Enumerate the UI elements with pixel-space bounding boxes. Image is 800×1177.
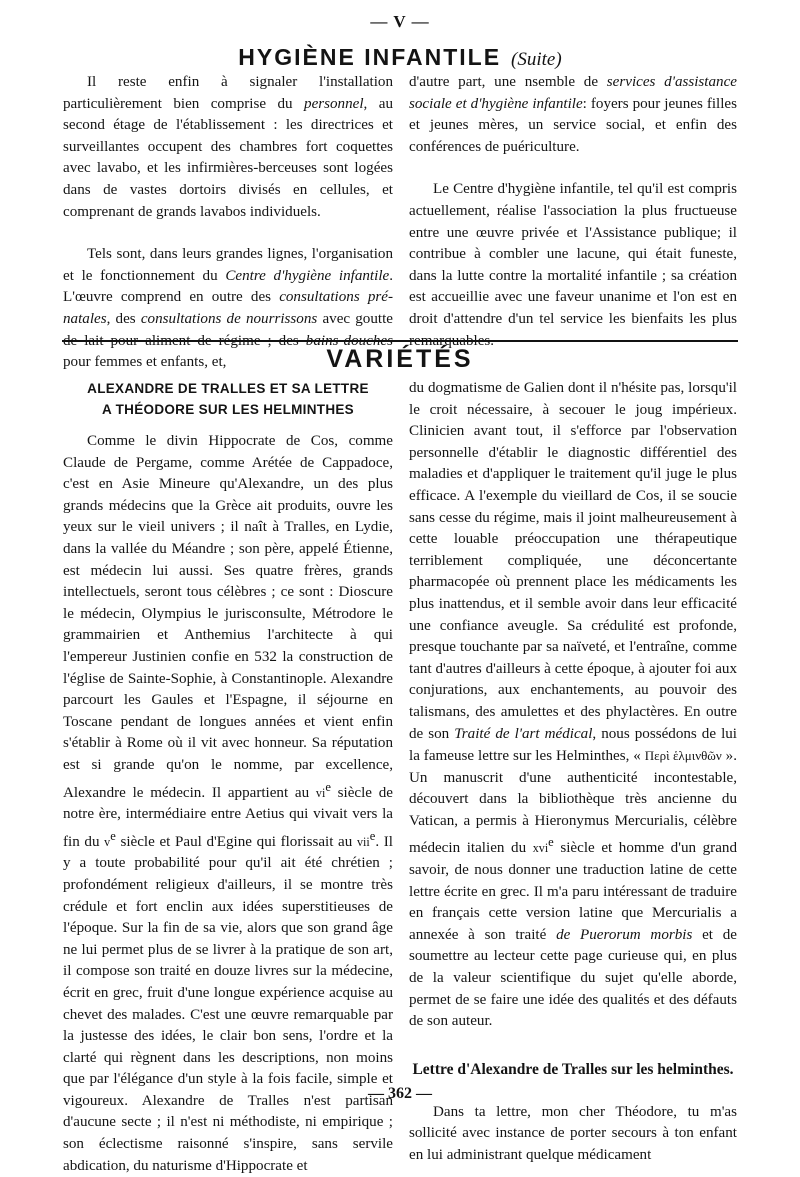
article-column-left <box>63 378 393 1177</box>
section-title-suffix: (Suite) <box>511 49 562 70</box>
page-number: — 362 — <box>368 1085 432 1102</box>
hygiene-paragraph-4: Le Centre d'hygiène infantile, tel qu'il est compris actuellement, réalise l'association la plus fructueuse entre une œuvre privée et l'Assistance publique; il contribue à combler une lacune, qui était funeste, dans la lutte contre la mortalité infantile ; sa création est accueillie avec une faveur unanime et l'on est en droit d'attendre d'un tel service les bienfaits les plus remarquables. <box>409 181 737 349</box>
hygiene-paragraph-2: Tels sont, dans leurs grandes lignes, l'organisation et le fonctionnement du Centre d'hygiène infantile. L'œuvre comprend en outre des consultations pré-natales, des consultations de nourrissons avec goutte de lait pour aliment de régime ; des bains-douches pour femmes et enfants, et, <box>63 246 393 371</box>
section-divider <box>62 340 738 342</box>
article-paragraph-1-continued: du dogmatisme de Galien dont il n'hésite pas, lorsqu'il le croit nécessaire, à secouer le joug impérieux. Clinicien avant tout, il s'efforce par l'observation personnelle d'établir le diagnostic différentiel des maladies et d'appliquer le traitement qu'il juge le plus efficace. A l'exemple du vieillard de Cos, il se soucie sans cesse du régime, mais il joint malheureusement à cette louable préoccupation une thérapeutique terriblement compliquée, une déconcertante pharmacopée où prennent place les médicaments les plus inattendus, et il semble avoir dans leur efficacité une confiance aveugle. Sa crédulité est profonde, presque touchante par sa naïveté, et l'entraîne, comme tant d'autres d'ailleurs à cette époque, à ajouter foi aux conjurations, aux enchantements, au pouvoir des talismans, des amulettes et des phylactères. En outre de son Traité de l'art médical, nous possédons de lui la fameuse lettre sur les Helminthes, « Περὶ ἑλμινθῶν ». Un manuscrit d'une authenticité incontestable, découvert dans la bibliothèque très ancienne du Vatican, a permis à Hieronymus Mercurialis, célèbre médecin italien du xvi$^e$ siècle et homme d'un grand savoir, de nous donner une traduction latine de cette lettre écrite en grec. Il m'a paru intéressant de traduire en français cette version latine que Mercurialis a annexée à son traité de Puerorum morbis et de soumettre au lecteur cette page curieuse qui, en plus de la valeur scientifique du sujet qu'elle aborde, permet de se faire une idée des qualités et des défauts de son auteur. <box>409 380 737 1030</box>
section-title-text: HYGIÈNE INFANTILE <box>238 44 502 70</box>
article-heading-line-2: A THÉODORE SUR LES HELMINTHES <box>102 402 354 417</box>
article-paragraph-1: Comme le divin Hippocrate de Cos, comme Claude de Pergame, comme Arétée de Cappadoce, c'est en Asie Mineure qu'Alexandre, un des plus grands médecins que la Grèce ait produits, ouvre les yeux sur le vieil univers ; il naît à Tralles, en Lydie, dans la vallée du Méandre ; son père, appelé Étienne, est médecin lui aussi. Ses quatre frères, grands intellectuels, seront tous célèbres ; ce sont : Dioscure le médecin, Olympius le jurisconsulte, Métrodore le grammairien et Anthemius l'architecte à qui l'empereur Justinien confie en 532 la construction de l'église de Sainte-Sophie, à Constantinople. Alexandre parcourt les Gaules et l'Espagne, il séjourne en Toscane pendant de longues années et vient enfin s'établir à Rome où il vit avec honneur. Sa réputation est si grande qu'on le nomme, par excellence, Alexandre le médecin. Il appartient au $vi^e$ siècle de notre ère, intermédiaire entre Aetius qui vivait vers la fin du $v^e$ siècle et Paul d'Egine qui florissait au vii$^e$. Il y a toute probabilité pour qu'il ait été chrétien ; profondément religieux d'ailleurs, il se montre très crédule et fort enclin aux idées superstitieuses de l'époque. Sur la fin de sa vie, alors que son grand âge ne lui permet plus de se livrer à la pratique de son art, il compose son traité en douze livres sur la médecine, écrit en grec, fruit d'une longue expérience acquise au chevet des malades. C'est une œuvre remarquable par la justesse des idées, le clair bon sens, l'ordre et la clarté qui règnent dans les descriptions, non moins que par l'élégance d'un style à la fois facile, simple et vigoureux. Alexandre de Tralles n'est partisan d'aucune secte ; il n'est ni méthodiste, ni empirique ; son éclectisme raisonné s'inspire, sans servile abdication, du naturisme d'Hippocrate et <box>63 433 393 1174</box>
hygiene-column-right <box>409 72 737 352</box>
greek-title: Περὶ ἑλμινθῶν <box>644 748 722 764</box>
varietes-title: VARIÉTÉS <box>326 345 474 373</box>
letter-heading: Lettre d'Alexandre de Tralles sur les helminthes. <box>412 1060 734 1078</box>
hygiene-paragraph-3: d'autre part, une nsemble de services d'assistance sociale et d'hygiène infantile: foyers pour jeunes filles et jeunes mères, un service social, et enfin des conférences de puériculture. <box>409 74 737 155</box>
page-marker: — V — <box>370 12 430 31</box>
hygiene-paragraph-1: Il reste enfin à signaler l'installation particulièrement bien comprise du personnel, au second étage de l'établissement : les directrices et surveillantes occupent des chambres fort coquettes avec lavabo, et les infirmières-berceuses sont logées dans de vastes dortoirs divisés en cellules, et comprenant de grands lavabos individuels. <box>63 74 393 220</box>
article-heading-line-1: ALEXANDRE DE TRALLES ET SA LETTRE <box>87 381 369 396</box>
article-column-right <box>409 378 737 1167</box>
article-heading <box>63 378 393 420</box>
section-title <box>0 44 800 71</box>
letter-paragraph-1: Dans ta lettre, mon cher Théodore, tu m'as sollicité avec instance de porter secours à ton enfant en lui administrant quelque médicament <box>409 1103 737 1164</box>
hygiene-column-left <box>63 72 393 374</box>
